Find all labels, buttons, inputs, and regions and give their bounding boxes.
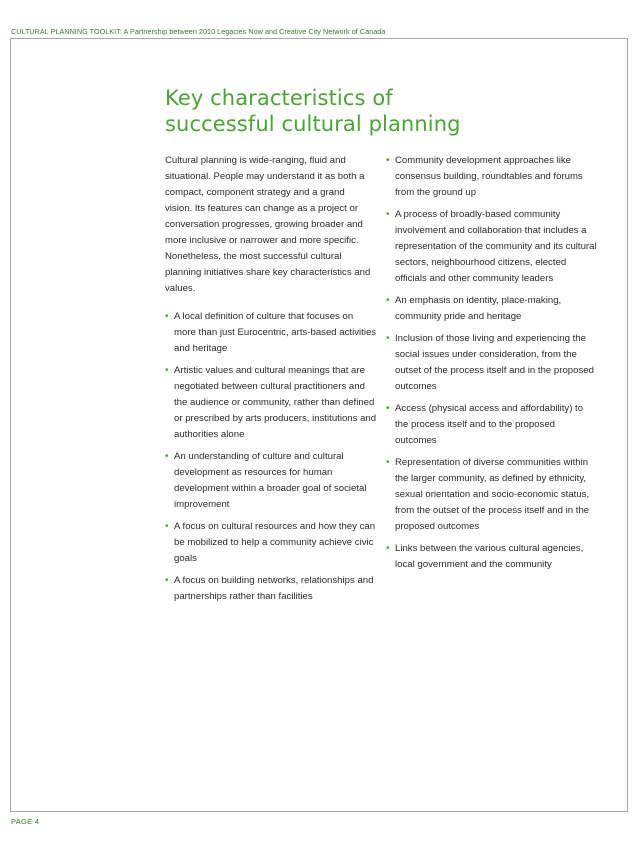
bullet-icon: • (165, 311, 169, 322)
list-item-text: A focus on cultural resources and how they can be mobilized to help a community achieve civic goals (174, 521, 376, 564)
list-item-text: Access (physical access and affordability) to the process itself and to the proposed outcomes (395, 403, 584, 446)
right-bullet-list (386, 153, 597, 573)
bullet-icon: • (386, 543, 390, 554)
list-item (386, 401, 597, 449)
list-item-text: A focus on building networks, relationships and partnerships rather than facilities (174, 575, 374, 602)
right-column (386, 153, 597, 579)
list-item-text: Community development approaches like consensus building, roundtables and forums from the ground up (395, 155, 583, 198)
list-item (386, 541, 597, 573)
bullet-icon: • (165, 521, 169, 532)
list-item (386, 293, 597, 325)
bullet-icon: • (386, 333, 390, 344)
list-item (165, 363, 377, 443)
list-item-text: A process of broadly-based community involvement and collaboration that includes a representation of the community and its cultural sectors, neighbourhood citizens, elected officials and other community leaders (395, 209, 597, 284)
list-item-text: An emphasis on identity, place-making, community pride and heritage (395, 295, 562, 322)
list-item (386, 331, 597, 395)
page-title (165, 85, 545, 137)
bullet-icon: • (386, 457, 390, 468)
list-item-text: Artistic values and cultural meanings that are negotiated between cultural practitioners and the audience or community, rather than defined or prescribed by arts producers, institutions and authorities alone (174, 365, 377, 440)
list-item-text: An understanding of culture and cultural development as resources for human development within a broader goal of societal improvement (174, 451, 367, 510)
list-item (386, 153, 597, 201)
list-item (165, 519, 377, 567)
running-header: CULTURAL PLANNING TOOLKIT: A Partnership between 2010 Legacies Now and Creative City Network of Canada (11, 27, 386, 36)
list-item (165, 449, 377, 513)
list-item (386, 207, 597, 287)
left-bullet-list (165, 309, 377, 605)
list-item (386, 455, 597, 535)
list-item-text: A local definition of culture that focuses on more than just Eurocentric, arts-based activities and heritage (174, 311, 377, 354)
left-column (165, 153, 377, 611)
list-item-text: Representation of diverse communities within the larger community, as defined by ethnicity, sexual orientation and socio-economic status, from the outset of the process itself and in the proposed outcomes (395, 457, 590, 532)
bullet-icon: • (386, 295, 390, 306)
bullet-icon: • (165, 575, 169, 586)
list-item (165, 573, 377, 605)
bullet-icon: • (386, 403, 390, 414)
list-item (165, 309, 377, 357)
list-item-text: Links between the various cultural agencies, local government and the community (395, 543, 584, 570)
page-number: PAGE 4 (11, 817, 40, 826)
bullet-icon: • (386, 209, 390, 220)
list-item-text: Inclusion of those living and experiencing the social issues under consideration, from the outset of the process itself and in the proposed outcomes (395, 333, 594, 392)
bullet-icon: • (386, 155, 390, 166)
intro-paragraph: Cultural planning is wide-ranging, fluid and situational. People may understand it as both a compact, component strategy and a grand vision. Its features can change as a project or conversation progresses, growing broader and more inclusive or narrower and more specific. Nonetheless, the most successful cultural planning initiatives share key characteristics and values. (165, 155, 371, 294)
page-title-line-2: successful cultural planning (165, 112, 461, 136)
bullet-icon: • (165, 451, 169, 462)
bullet-icon: • (165, 365, 169, 376)
page-title-line-1: Key characteristics of (165, 86, 393, 110)
